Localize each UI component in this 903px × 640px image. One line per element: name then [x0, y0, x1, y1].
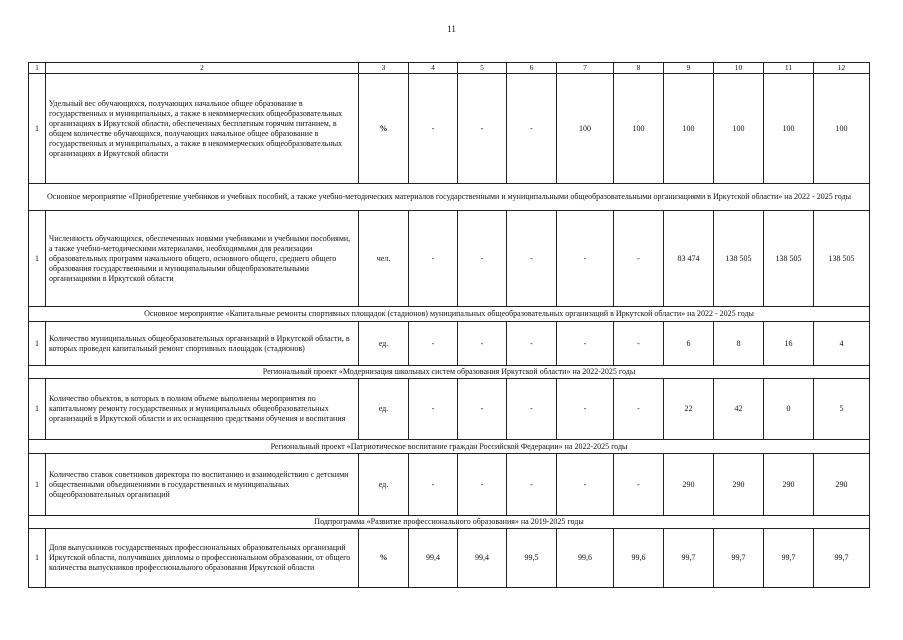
value-cell: 290: [814, 454, 870, 516]
indicators-table: [28, 62, 870, 588]
value-cell: 8: [714, 322, 764, 366]
section-heading-row: [29, 366, 870, 379]
column-number-header: [29, 63, 870, 74]
value-cell: 99,7: [664, 529, 714, 588]
value-cell: 4: [814, 322, 870, 366]
table-row: [29, 211, 870, 307]
table-row: [29, 454, 870, 516]
header-cell: 1: [29, 63, 46, 74]
row-number: 1: [29, 529, 46, 588]
header-cell: 10: [714, 63, 764, 74]
header-cell: 5: [458, 63, 507, 74]
header-cell: 7: [557, 63, 614, 74]
table-row: [29, 529, 870, 588]
value-cell: 100: [557, 74, 614, 184]
value-cell: 99,5: [507, 529, 557, 588]
header-cell: 8: [614, 63, 664, 74]
table-row: [29, 74, 870, 184]
value-cell: 83 474: [664, 211, 714, 307]
value-cell: 99,4: [409, 529, 458, 588]
unit-cell: %: [359, 529, 409, 588]
value-cell: -: [507, 454, 557, 516]
section-title: Региональный проект «Патриотическое воспитание граждан Российской Федерации» на 2022-2025 годы: [29, 440, 870, 454]
indicator-description: Количество ставок советников директора по воспитанию и взаимодействию с детскими общественными объединениями в государственных и муниципальных общеобразовательных организаций: [46, 454, 359, 516]
section-heading-row: [29, 516, 870, 529]
header-cell: 9: [664, 63, 714, 74]
indicator-description: Количество объектов, в которых в полном объеме выполнены мероприятия по капитальному ремонту государственных и муниципальных общеобразовательных организаций в Иркутской области и их оснащению средствами обучения и воспитания: [46, 379, 359, 440]
value-cell: 100: [664, 74, 714, 184]
unit-cell: ед.: [359, 322, 409, 366]
value-cell: -: [614, 211, 664, 307]
value-cell: -: [409, 322, 458, 366]
value-cell: -: [409, 74, 458, 184]
value-cell: -: [614, 379, 664, 440]
value-cell: -: [458, 322, 507, 366]
value-cell: 100: [814, 74, 870, 184]
value-cell: 99,6: [614, 529, 664, 588]
unit-cell: %: [359, 74, 409, 184]
value-cell: 0: [764, 379, 814, 440]
value-cell: 99,4: [458, 529, 507, 588]
value-cell: -: [409, 454, 458, 516]
value-cell: 99,6: [557, 529, 614, 588]
header-cell: 3: [359, 63, 409, 74]
row-number: 1: [29, 322, 46, 366]
value-cell: -: [614, 454, 664, 516]
value-cell: -: [458, 379, 507, 440]
value-cell: 99,7: [814, 529, 870, 588]
indicator-description: Доля выпускников государственных профессиональных образовательных организаций Иркутской области, получивших дипломы о профессиональном образовании, от общего количества выпускников профессионального образования Иркутской области: [46, 529, 359, 588]
indicator-description: Численность обучающихся, обеспеченных новыми учебниками и учебными пособиями, а также учебно-методическими материалами, необходимыми для реализации образовательных программ начального общего, основного общего, среднего общего образования государственными и муниципальными общеобразовательными организациями в Иркутской области: [46, 211, 359, 307]
table-row: [29, 322, 870, 366]
value-cell: -: [557, 454, 614, 516]
value-cell: 290: [664, 454, 714, 516]
value-cell: 138 505: [714, 211, 764, 307]
header-cell: 2: [46, 63, 359, 74]
value-cell: -: [557, 322, 614, 366]
value-cell: -: [507, 322, 557, 366]
row-number: 1: [29, 454, 46, 516]
section-title: Региональный проект «Модернизация школьных систем образования Иркутской области» на 2022-2025 годы: [29, 366, 870, 379]
value-cell: -: [409, 379, 458, 440]
header-cell: 6: [507, 63, 557, 74]
value-cell: 22: [664, 379, 714, 440]
header-cell: 11: [764, 63, 814, 74]
unit-cell: ед.: [359, 379, 409, 440]
value-cell: 6: [664, 322, 714, 366]
value-cell: -: [409, 211, 458, 307]
section-title: Основное мероприятие «Приобретение учебников и учебных пособий, а также учебно-методических материалов государственными и муниципальными общеобразовательными организациями в Иркутской области» на 2022 - 2025 годы: [29, 184, 870, 211]
indicator-description: Удельный вес обучающихся, получающих начальное общее образование в государственных и муниципальных, а также в некоммерческих общеобразовательных организациях в Иркутской области, обеспеченных бесплатным горячим питанием, в общем количестве обучающихся, получающих начальное общее образование в государственных и муниципальных, а также в некоммерческих общеобразовательных организациях в Иркутской области: [46, 74, 359, 184]
section-title: Подпрограмма «Развитие профессионального образования» на 2019-2025 годы: [29, 516, 870, 529]
row-number: 1: [29, 211, 46, 307]
table-body: [29, 63, 870, 588]
value-cell: 138 505: [764, 211, 814, 307]
value-cell: 16: [764, 322, 814, 366]
section-heading-row: [29, 184, 870, 211]
table-row: [29, 379, 870, 440]
value-cell: 138 505: [814, 211, 870, 307]
value-cell: -: [458, 211, 507, 307]
value-cell: 5: [814, 379, 870, 440]
value-cell: -: [458, 74, 507, 184]
section-heading-row: [29, 307, 870, 322]
unit-cell: ед.: [359, 454, 409, 516]
value-cell: -: [507, 379, 557, 440]
value-cell: 99,7: [764, 529, 814, 588]
value-cell: 100: [764, 74, 814, 184]
section-heading-row: [29, 440, 870, 454]
indicator-description: Количество муниципальных общеобразовательных организаций в Иркутской области, в которых проведен капитальный ремонт спортивных площадок (стадионов): [46, 322, 359, 366]
value-cell: 100: [614, 74, 664, 184]
row-number: 1: [29, 379, 46, 440]
value-cell: -: [507, 211, 557, 307]
value-cell: -: [458, 454, 507, 516]
header-cell: 4: [409, 63, 458, 74]
value-cell: 290: [764, 454, 814, 516]
section-title: Основное мероприятие «Капитальные ремонты спортивных площадок (стадионов) муниципальных общеобразовательных организаций в Иркутской области» на 2022 - 2025 годы: [29, 307, 870, 322]
value-cell: 42: [714, 379, 764, 440]
header-cell: 12: [814, 63, 870, 74]
value-cell: -: [557, 211, 614, 307]
page-number: 11: [447, 24, 456, 34]
value-cell: -: [507, 74, 557, 184]
value-cell: -: [614, 322, 664, 366]
unit-cell: чел.: [359, 211, 409, 307]
value-cell: -: [557, 379, 614, 440]
value-cell: 290: [714, 454, 764, 516]
value-cell: 100: [714, 74, 764, 184]
value-cell: 99,7: [714, 529, 764, 588]
row-number: 1: [29, 74, 46, 184]
